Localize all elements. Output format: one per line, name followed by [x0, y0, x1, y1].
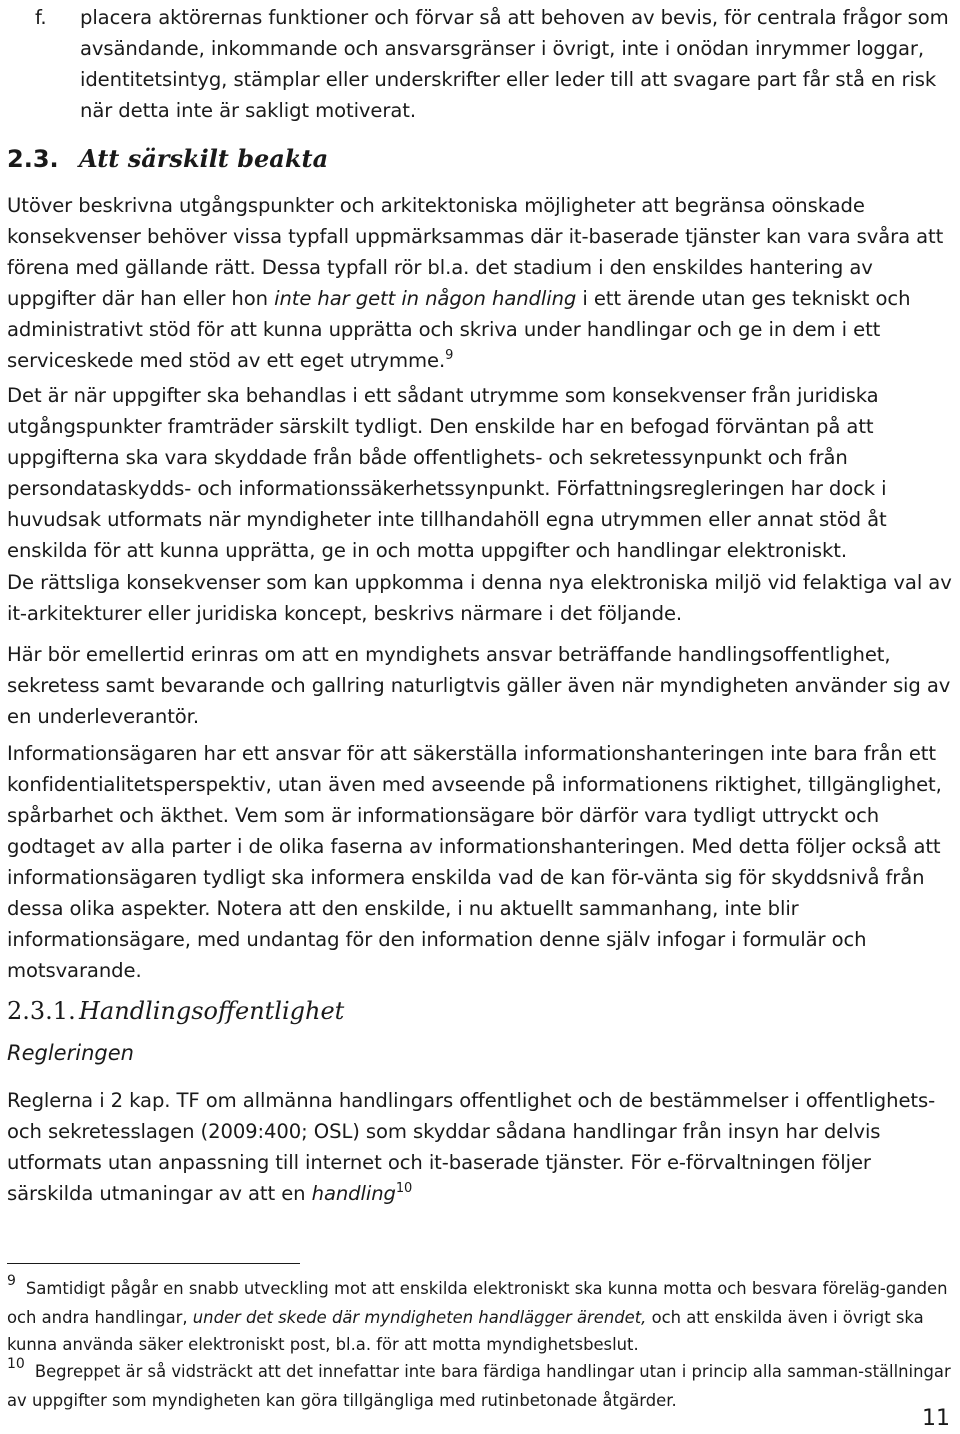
list-item-f [35, 2, 950, 126]
paragraph-text: Reglerna i 2 kap. TF om allmänna handlingars offentlighet och de bestämmelser i offentlighets- och sekretesslagen (2009:400; OSL) som skyddar sådana handlingar från insyn har delvis utformats utan anpassning till internet och it-baserade tjänster. För e-förvaltningen följer särskilda utmaningar av att en [7, 1089, 936, 1205]
paragraph-3: De rättsliga konsekvenser som kan uppkomma i denna nya elektroniska miljö vid felaktiga val av it-arkitekturer eller juridiska koncept, beskrivs närmare i det följande. [7, 571, 952, 625]
footnote-number: 9 [7, 1273, 16, 1289]
footnote-9 [7, 1275, 953, 1358]
footnote-text: Samtidigt pågår en snabb utveckling mot att enskilda elektroniskt ska kunna motta och besvara föreläg-ganden och andra handlingar, [7, 1279, 948, 1327]
footnote-10 [7, 1358, 953, 1414]
section-heading-2-3-1 [7, 997, 344, 1025]
footnotes [7, 1275, 953, 1414]
page-number: 11 [922, 1406, 950, 1431]
footnote-text: och att enskilda även i övrigt ska kunna använda säker elektroniskt post, bl.a. för att motta myndighetsbeslut. [7, 1308, 924, 1354]
section-number: 2.3. [7, 145, 59, 173]
paragraph-6 [7, 1085, 953, 1209]
footnote-ref[interactable]: 10 [395, 1181, 413, 1196]
emphasis-text: handling [311, 1182, 396, 1205]
footnote-emphasis: under det skede där myndigheten handlägger ärendet, [192, 1308, 647, 1327]
paragraph-text: i ett ärende utan ges tekniskt och administrativt stöd för att kunna upprätta och skriva under handlingar och ge in dem i ett serviceskede med stöd av ett eget utrymme. [7, 287, 911, 372]
paragraph-text: Utöver beskrivna utgångspunkter och arkitektoniska möjligheter att begränsa oönskade konsekvenser behöver vissa typfall uppmärksammas där it-baserade tjänster kan vara svåra att förena med gällande rätt. Dessa typfall rör bl.a. det stadium i den enskildes hantering av uppgifter där han eller hon [7, 194, 944, 310]
section-number: 2.3.1. [7, 997, 76, 1025]
footnote-divider [7, 1263, 300, 1264]
section-title: Att särskilt beakta [79, 144, 329, 173]
footnote-text: Begreppet är så vidsträckt att det innefattar inte bara färdiga handlingar utan i princip alla samman-ställningar av uppgifter som myndigheten kan göra tillgängliga med rutinbetonade åtgärder. [7, 1362, 951, 1410]
list-item-text: placera aktörernas funktioner och förvar så att behoven av bevis, för centrala frågor som avsändande, inkommande och ansvarsgränser i övrigt, inte i onödan inrymmer loggar, identitetsintyg, stämplar eller underskrifter eller leder till att svagare part får stå en risk när detta inte är sakligt motiverat. [80, 6, 949, 122]
emphasis-text: inte har gett in någon handling [274, 287, 577, 310]
footnote-ref[interactable]: 9 [445, 348, 454, 363]
section-title: Handlingsoffentlighet [79, 997, 345, 1025]
sub-heading: Regleringen [7, 1041, 134, 1065]
section-heading-2-3 [7, 144, 328, 173]
list-marker: f. [35, 6, 47, 29]
paragraph-5: Informationsägaren har ett ansvar för att säkerställa informationshanteringen inte bara från ett konfidentialitetsperspektiv, utan även med avseende på informationens riktighet, tillgänglighet, spårbarhet och äkthet. Vem som är informationsägare bör därför vara tydligt uttryckt och godtaget av alla parter i de olika faserna av informationshanteringen. Med detta följer också att informationsägaren tydligt ska informera enskilda vad de kan för-vänta sig för skyddsnivå från dessa olika aspekter. Notera att den enskilde, i nu aktuellt sammanhang, inte blir informationsägare, med undantag för den information denne själv infogar i formulär och motsvarande. [7, 742, 942, 982]
footnote-number: 10 [7, 1356, 25, 1372]
paragraph-1 [7, 190, 953, 376]
paragraph-4: Här bör emellertid erinras om att en myndighets ansvar beträffande handlingsoffentlighet, sekretess samt bevarande och gallring naturligtvis gäller även när myndigheten använder sig av en underleverantör. [7, 643, 951, 728]
paragraph-2: Det är när uppgifter ska behandlas i ett sådant utrymme som konsekvenser från juridiska utgångspunkter framträder särskilt tydligt. Den enskilde har en befogad förväntan på att uppgifterna ska vara skyddade från både offentlighets- och sekretessynpunkt och från persondataskydds- och informationssäkerhetssynpunkt. Författningsregleringen har dock i huvudsak utformats när myndigheter inte tillhandahöll egna utrymmen eller annat stöd åt enskilda för att kunna upprätta, ge in och motta uppgifter och handlingar elektroniskt. [7, 384, 887, 562]
